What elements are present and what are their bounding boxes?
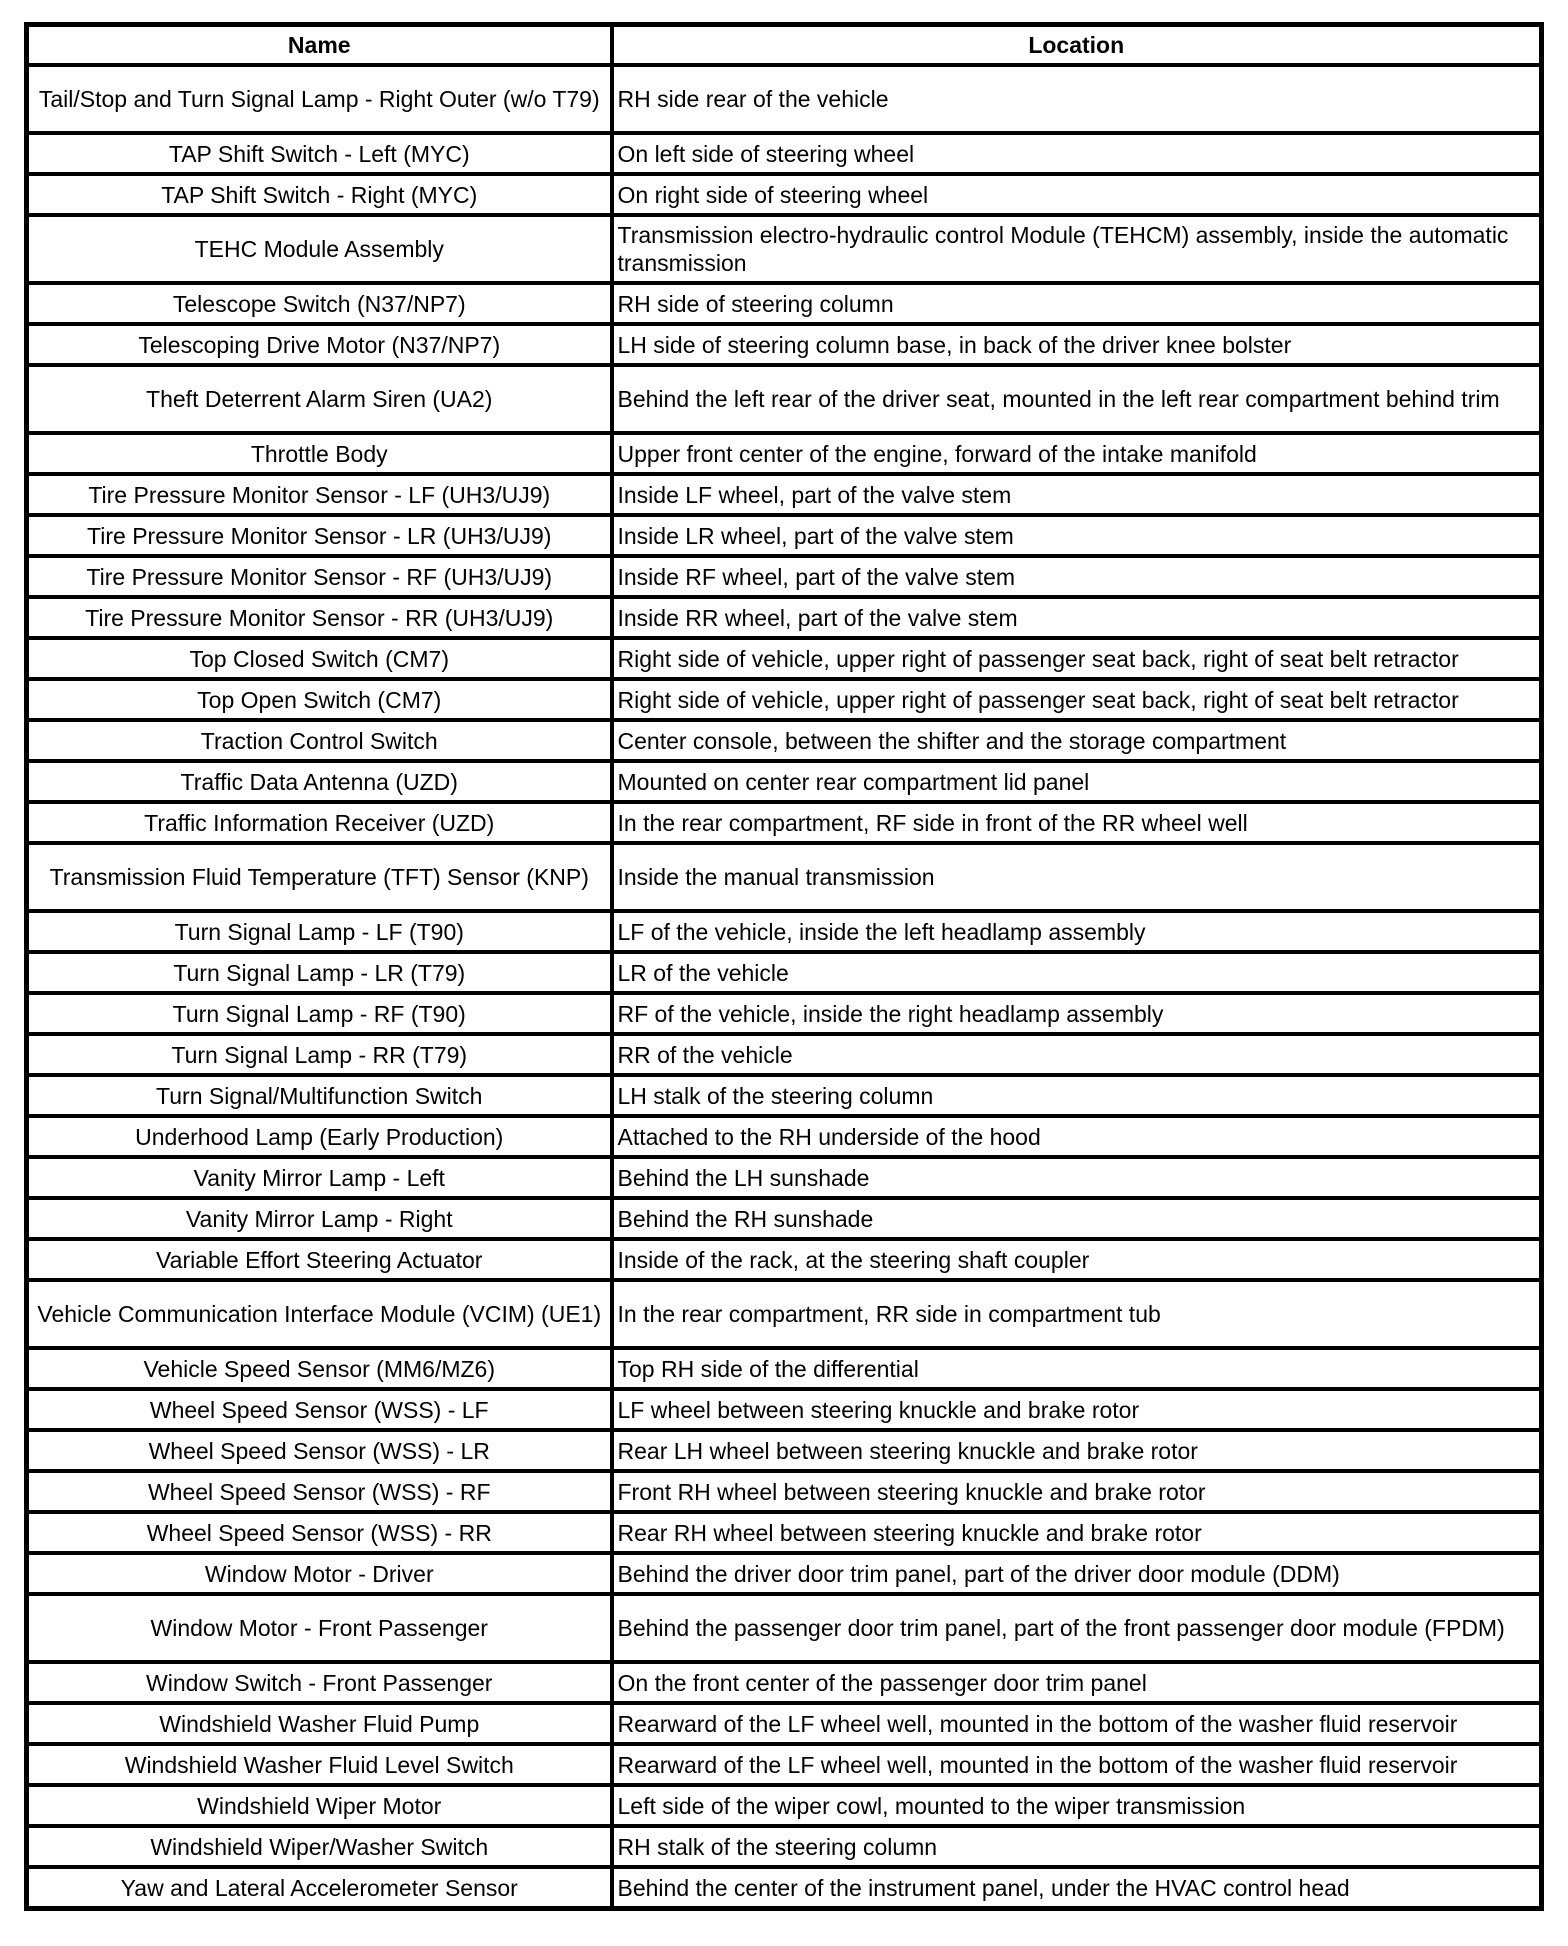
component-location: Behind the left rear of the driver seat, mounted in the left rear compartment behind trim — [612, 365, 1542, 433]
table-row — [27, 1867, 1542, 1909]
component-location: Inside LR wheel, part of the valve stem — [612, 515, 1542, 556]
table-row — [27, 133, 1542, 174]
component-name: TEHC Module Assembly — [27, 215, 612, 283]
component-location: LH side of steering column base, in back of the driver knee bolster — [612, 324, 1542, 365]
table-row — [27, 515, 1542, 556]
table-row — [27, 802, 1542, 843]
table-row — [27, 1594, 1542, 1662]
component-location: Behind the RH sunshade — [612, 1198, 1542, 1239]
component-location: Behind the center of the instrument panel, under the HVAC control head — [612, 1867, 1542, 1909]
component-location: LH stalk of the steering column — [612, 1075, 1542, 1116]
component-name: Window Switch - Front Passenger — [27, 1662, 612, 1703]
table-row — [27, 1075, 1542, 1116]
component-name: Traction Control Switch — [27, 720, 612, 761]
component-name: Telescoping Drive Motor (N37/NP7) — [27, 324, 612, 365]
component-location: RH side of steering column — [612, 283, 1542, 324]
component-name: Turn Signal/Multifunction Switch — [27, 1075, 612, 1116]
table-row — [27, 365, 1542, 433]
table-row — [27, 911, 1542, 952]
table-row — [27, 1744, 1542, 1785]
component-name: Vehicle Speed Sensor (MM6/MZ6) — [27, 1348, 612, 1389]
component-name: Windshield Washer Fluid Level Switch — [27, 1744, 612, 1785]
component-name: Underhood Lamp (Early Production) — [27, 1116, 612, 1157]
table-row — [27, 1471, 1542, 1512]
component-name: Windshield Wiper Motor — [27, 1785, 612, 1826]
table-row — [27, 1034, 1542, 1075]
component-name: Yaw and Lateral Accelerometer Sensor — [27, 1867, 612, 1909]
component-locator-table — [24, 22, 1544, 1911]
component-name: Tire Pressure Monitor Sensor - LF (UH3/UJ9) — [27, 474, 612, 515]
table-row — [27, 1430, 1542, 1471]
table-row — [27, 1662, 1542, 1703]
component-name: Tire Pressure Monitor Sensor - RR (UH3/UJ9) — [27, 597, 612, 638]
component-name: Top Closed Switch (CM7) — [27, 638, 612, 679]
table-row — [27, 1512, 1542, 1553]
component-name: Wheel Speed Sensor (WSS) - LF — [27, 1389, 612, 1430]
component-location: Inside RF wheel, part of the valve stem — [612, 556, 1542, 597]
component-location: RR of the vehicle — [612, 1034, 1542, 1075]
component-name: Transmission Fluid Temperature (TFT) Sensor (KNP) — [27, 843, 612, 911]
table-row — [27, 1785, 1542, 1826]
table-row — [27, 1280, 1542, 1348]
table-row — [27, 761, 1542, 802]
component-location: Upper front center of the engine, forward of the intake manifold — [612, 433, 1542, 474]
table-row — [27, 1703, 1542, 1744]
component-name: Vanity Mirror Lamp - Left — [27, 1157, 612, 1198]
component-location: LF wheel between steering knuckle and brake rotor — [612, 1389, 1542, 1430]
component-location: Rearward of the LF wheel well, mounted in the bottom of the washer fluid reservoir — [612, 1744, 1542, 1785]
component-location: Rearward of the LF wheel well, mounted in the bottom of the washer fluid reservoir — [612, 1703, 1542, 1744]
table-row — [27, 993, 1542, 1034]
component-name: Tire Pressure Monitor Sensor - LR (UH3/UJ9) — [27, 515, 612, 556]
component-name: Wheel Speed Sensor (WSS) - RF — [27, 1471, 612, 1512]
component-name: Turn Signal Lamp - RR (T79) — [27, 1034, 612, 1075]
table-row — [27, 720, 1542, 761]
component-location: On left side of steering wheel — [612, 133, 1542, 174]
table-row — [27, 433, 1542, 474]
component-name: Throttle Body — [27, 433, 612, 474]
component-name: Theft Deterrent Alarm Siren (UA2) — [27, 365, 612, 433]
table-row — [27, 215, 1542, 283]
component-name: Turn Signal Lamp - RF (T90) — [27, 993, 612, 1034]
table-row — [27, 474, 1542, 515]
table-row — [27, 65, 1542, 133]
component-location: Behind the driver door trim panel, part of the driver door module (DDM) — [612, 1553, 1542, 1594]
component-location: Inside LF wheel, part of the valve stem — [612, 474, 1542, 515]
table-row — [27, 1348, 1542, 1389]
component-name: Tire Pressure Monitor Sensor - RF (UH3/UJ9) — [27, 556, 612, 597]
component-name: Vanity Mirror Lamp - Right — [27, 1198, 612, 1239]
component-name: TAP Shift Switch - Left (MYC) — [27, 133, 612, 174]
component-location: In the rear compartment, RR side in compartment tub — [612, 1280, 1542, 1348]
component-location: In the rear compartment, RF side in front of the RR wheel well — [612, 802, 1542, 843]
table-row — [27, 283, 1542, 324]
component-location: Transmission electro-hydraulic control Module (TEHCM) assembly, inside the automatic transmission — [612, 215, 1542, 283]
table-row — [27, 556, 1542, 597]
component-location: Rear LH wheel between steering knuckle and brake rotor — [612, 1430, 1542, 1471]
table-row — [27, 1826, 1542, 1867]
component-name: Window Motor - Front Passenger — [27, 1594, 612, 1662]
table-row — [27, 597, 1542, 638]
component-name: TAP Shift Switch - Right (MYC) — [27, 174, 612, 215]
component-name: Top Open Switch (CM7) — [27, 679, 612, 720]
component-location: Right side of vehicle, upper right of passenger seat back, right of seat belt retractor — [612, 679, 1542, 720]
table-row — [27, 1239, 1542, 1280]
component-name: Wheel Speed Sensor (WSS) - RR — [27, 1512, 612, 1553]
component-location: RF of the vehicle, inside the right headlamp assembly — [612, 993, 1542, 1034]
component-location: LF of the vehicle, inside the left headlamp assembly — [612, 911, 1542, 952]
component-location: Behind the passenger door trim panel, part of the front passenger door module (FPDM) — [612, 1594, 1542, 1662]
component-name: Windshield Wiper/Washer Switch — [27, 1826, 612, 1867]
table-row — [27, 952, 1542, 993]
table-row — [27, 1198, 1542, 1239]
component-location: Left side of the wiper cowl, mounted to the wiper transmission — [612, 1785, 1542, 1826]
component-location: Attached to the RH underside of the hood — [612, 1116, 1542, 1157]
component-name: Tail/Stop and Turn Signal Lamp - Right Outer (w/o T79) — [27, 65, 612, 133]
name-column-header: Name — [27, 25, 612, 66]
component-name: Traffic Data Antenna (UZD) — [27, 761, 612, 802]
component-location: Inside RR wheel, part of the valve stem — [612, 597, 1542, 638]
component-location: Top RH side of the differential — [612, 1348, 1542, 1389]
table-row — [27, 1157, 1542, 1198]
component-name: Traffic Information Receiver (UZD) — [27, 802, 612, 843]
component-location: Right side of vehicle, upper right of passenger seat back, right of seat belt retractor — [612, 638, 1542, 679]
component-location: On the front center of the passenger door trim panel — [612, 1662, 1542, 1703]
component-name: Window Motor - Driver — [27, 1553, 612, 1594]
component-location: Behind the LH sunshade — [612, 1157, 1542, 1198]
header-row — [27, 25, 1542, 66]
component-location: RH side rear of the vehicle — [612, 65, 1542, 133]
table-row — [27, 1389, 1542, 1430]
component-location: Front RH wheel between steering knuckle and brake rotor — [612, 1471, 1542, 1512]
table-row — [27, 843, 1542, 911]
component-name: Telescope Switch (N37/NP7) — [27, 283, 612, 324]
component-location: Center console, between the shifter and the storage compartment — [612, 720, 1542, 761]
component-name: Windshield Washer Fluid Pump — [27, 1703, 612, 1744]
component-location: On right side of steering wheel — [612, 174, 1542, 215]
component-name: Vehicle Communication Interface Module (VCIM) (UE1) — [27, 1280, 612, 1348]
component-location: LR of the vehicle — [612, 952, 1542, 993]
table-row — [27, 324, 1542, 365]
component-name: Turn Signal Lamp - LF (T90) — [27, 911, 612, 952]
component-name: Turn Signal Lamp - LR (T79) — [27, 952, 612, 993]
component-name: Wheel Speed Sensor (WSS) - LR — [27, 1430, 612, 1471]
component-location: RH stalk of the steering column — [612, 1826, 1542, 1867]
location-column-header: Location — [612, 25, 1542, 66]
component-location: Rear RH wheel between steering knuckle and brake rotor — [612, 1512, 1542, 1553]
table-row — [27, 1116, 1542, 1157]
table-row — [27, 638, 1542, 679]
table-row — [27, 174, 1542, 215]
component-location: Inside the manual transmission — [612, 843, 1542, 911]
component-location: Inside of the rack, at the steering shaft coupler — [612, 1239, 1542, 1280]
component-location: Mounted on center rear compartment lid panel — [612, 761, 1542, 802]
component-name: Variable Effort Steering Actuator — [27, 1239, 612, 1280]
table-row — [27, 679, 1542, 720]
table-row — [27, 1553, 1542, 1594]
